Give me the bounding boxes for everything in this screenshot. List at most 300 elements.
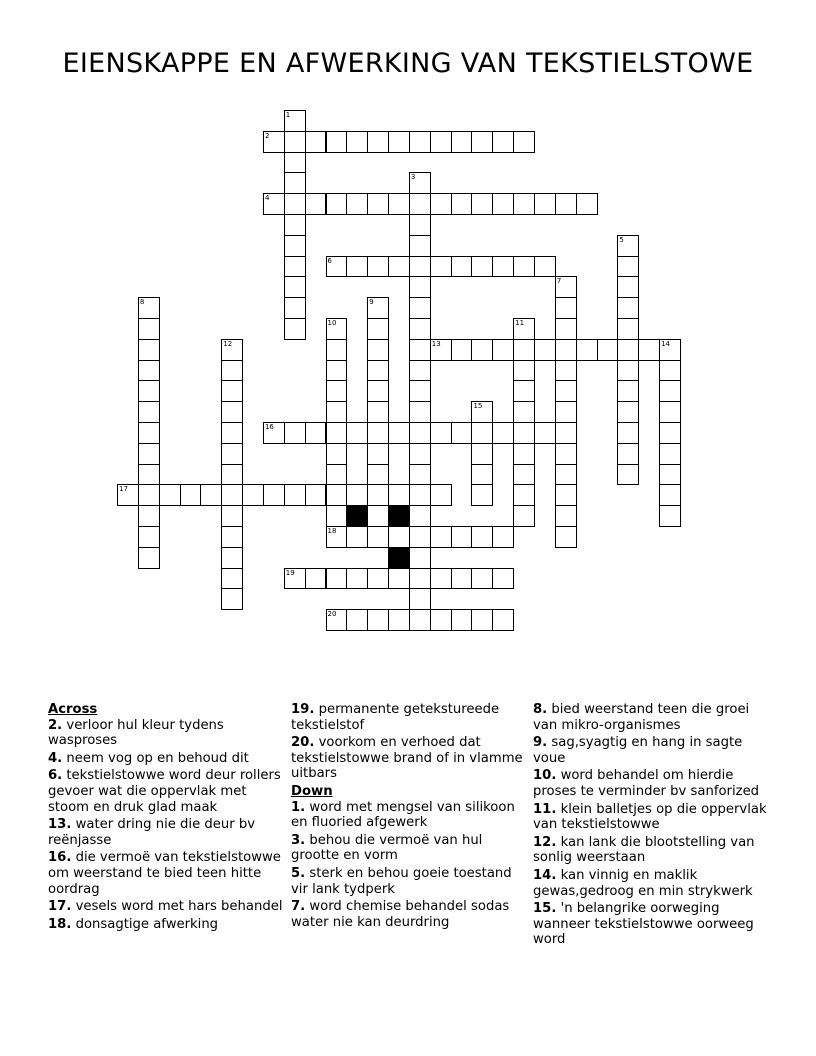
grid-cell[interactable]: [409, 297, 431, 319]
grid-cell[interactable]: [513, 360, 535, 382]
clue-text: sterk en behou goeie toestand vir lank tydperk: [291, 865, 512, 897]
grid-cell[interactable]: [284, 484, 306, 506]
grid-cell[interactable]: [409, 422, 431, 444]
clue-item: [48, 817, 284, 848]
clue-text: bied weerstand teen die groei van mikro-organismes: [533, 702, 750, 733]
grid-cell[interactable]: [555, 505, 577, 527]
clue-label: 20.: [291, 735, 315, 751]
grid-cell[interactable]: [409, 318, 431, 340]
grid-cell[interactable]: [513, 256, 535, 278]
grid-cell[interactable]: [326, 609, 348, 631]
grid-cell[interactable]: [221, 360, 243, 382]
clue-label: 15.: [533, 901, 557, 917]
clue-item: [533, 868, 769, 899]
clue-label: 19.: [291, 702, 315, 717]
clue-label: 7.: [291, 899, 306, 915]
grid-cell[interactable]: [451, 339, 473, 361]
grid-cell[interactable]: [471, 339, 493, 361]
clue-item: [533, 835, 769, 866]
clue-number: 20: [327, 610, 337, 619]
clue-text: water dring nie die deur bv reënjasse: [48, 817, 256, 848]
grid-cell[interactable]: [555, 276, 577, 298]
grid-cell[interactable]: [409, 443, 431, 465]
grid-cell[interactable]: [388, 256, 410, 278]
grid-cell[interactable]: [617, 422, 639, 444]
clue-label: 8.: [533, 702, 548, 717]
clue-item: [533, 802, 769, 833]
grid-cell[interactable]: [367, 297, 389, 319]
black-cell: [388, 547, 410, 569]
grid-cell[interactable]: [326, 339, 348, 361]
grid-cell[interactable]: [534, 422, 556, 444]
clue-text: klein balletjes op die oppervlak van tekstielstowwe: [533, 801, 767, 833]
grid-cell[interactable]: [451, 568, 473, 590]
grid-cell[interactable]: [513, 484, 535, 506]
grid-cell[interactable]: [221, 505, 243, 527]
clue-number: 19: [285, 568, 295, 577]
grid-cell[interactable]: [555, 526, 577, 548]
grid-cell[interactable]: [513, 422, 535, 444]
grid-cell[interactable]: [451, 256, 473, 278]
grid-cell[interactable]: [367, 443, 389, 465]
grid-cell[interactable]: [555, 193, 577, 215]
grid-cell[interactable]: [513, 401, 535, 423]
grid-cell[interactable]: [388, 484, 410, 506]
grid-cell[interactable]: [284, 235, 306, 257]
grid-cell[interactable]: [409, 547, 431, 569]
grid-cell[interactable]: [346, 193, 368, 215]
grid-cell[interactable]: [492, 526, 514, 548]
grid-cell[interactable]: [326, 380, 348, 402]
grid-cell[interactable]: [284, 110, 306, 132]
grid-cell[interactable]: [346, 131, 368, 153]
grid-cell[interactable]: [326, 505, 348, 527]
grid-cell[interactable]: [617, 276, 639, 298]
grid-cell[interactable]: [138, 318, 160, 340]
grid-cell[interactable]: [346, 609, 368, 631]
grid-cell[interactable]: [305, 131, 327, 153]
grid-cell[interactable]: [367, 339, 389, 361]
grid-cell[interactable]: [555, 401, 577, 423]
grid-cell[interactable]: [305, 422, 327, 444]
clue-label: 2.: [48, 717, 63, 733]
clue-number: 9: [369, 298, 374, 307]
grid-cell[interactable]: [492, 422, 514, 444]
grid-cell[interactable]: [555, 464, 577, 486]
across-heading: Across: [48, 702, 98, 717]
grid-cell[interactable]: [451, 609, 473, 631]
grid-cell[interactable]: [555, 339, 577, 361]
clue-text: verloor hul kleur tydens wasproses: [48, 717, 224, 749]
grid-cell[interactable]: [221, 568, 243, 590]
clue-item: [48, 751, 284, 767]
grid-cell[interactable]: [388, 568, 410, 590]
grid-cell[interactable]: [138, 422, 160, 444]
grid-cell[interactable]: [409, 401, 431, 423]
grid-cell[interactable]: [409, 235, 431, 257]
grid-cell[interactable]: [388, 193, 410, 215]
grid-cell[interactable]: [617, 380, 639, 402]
clue-label: 12.: [533, 834, 557, 850]
clue-text: voorkom en verhoed dat tekstielstowwe brand of in vlamme uitbars: [291, 735, 523, 782]
clue-label: 10.: [533, 768, 557, 784]
clue-text: word behandel om hierdie proses te verminder bv sanforized: [533, 768, 760, 799]
grid-cell[interactable]: [284, 568, 306, 590]
grid-cell[interactable]: [430, 131, 452, 153]
clue-item: [291, 833, 527, 864]
grid-cell[interactable]: [451, 422, 473, 444]
grid-cell[interactable]: [180, 484, 202, 506]
clue-label: 5.: [291, 865, 306, 881]
grid-cell[interactable]: [576, 193, 598, 215]
grid-cell[interactable]: [430, 193, 452, 215]
clue-label: 1.: [291, 799, 306, 815]
grid-cell[interactable]: [388, 131, 410, 153]
grid-cell[interactable]: [513, 443, 535, 465]
grid-cell[interactable]: [409, 214, 431, 236]
grid-cell[interactable]: [367, 484, 389, 506]
grid-cell[interactable]: [617, 297, 639, 319]
grid-cell[interactable]: [221, 484, 243, 506]
grid-cell[interactable]: [367, 380, 389, 402]
clue-number: 15: [473, 402, 483, 411]
clue-label: 4.: [48, 750, 63, 766]
grid-cell[interactable]: [513, 505, 535, 527]
grid-cell[interactable]: [346, 526, 368, 548]
grid-cell[interactable]: [513, 318, 535, 340]
grid-cell[interactable]: [617, 464, 639, 486]
grid-cell[interactable]: [346, 568, 368, 590]
grid-cell[interactable]: [659, 401, 681, 423]
grid-cell[interactable]: [409, 484, 431, 506]
grid-cell[interactable]: [284, 193, 306, 215]
clue-label: 16.: [48, 850, 72, 866]
grid-cell[interactable]: [367, 609, 389, 631]
grid-cell[interactable]: [138, 401, 160, 423]
clue-text: word met mengsel van silikoon en fluoried afgewerk: [291, 799, 515, 831]
grid-cell[interactable]: [138, 464, 160, 486]
clue-number: 6: [327, 256, 332, 265]
grid-cell[interactable]: [367, 464, 389, 486]
grid-cell[interactable]: [492, 339, 514, 361]
grid-cell[interactable]: [659, 339, 681, 361]
grid-cell[interactable]: [367, 256, 389, 278]
grid-cell[interactable]: [326, 256, 348, 278]
grid-cell[interactable]: [513, 380, 535, 402]
clue-text: vesels word met hars behandel: [75, 899, 283, 915]
clue-number: 11: [515, 319, 525, 327]
grid-cell[interactable]: [367, 401, 389, 423]
grid-cell[interactable]: [409, 256, 431, 278]
clue-number: 3: [410, 173, 416, 182]
grid-cell[interactable]: [326, 443, 348, 465]
clue-column-3: [533, 702, 769, 950]
grid-cell[interactable]: [367, 318, 389, 340]
grid-cell[interactable]: [263, 193, 285, 215]
clue-item: [533, 702, 769, 733]
grid-cell[interactable]: [409, 380, 431, 402]
grid-cell[interactable]: [263, 484, 285, 506]
grid-cell[interactable]: [388, 422, 410, 444]
clue-number: 7: [556, 277, 562, 286]
grid-cell[interactable]: [200, 484, 222, 506]
grid-cell[interactable]: [367, 526, 389, 548]
grid-cell[interactable]: [471, 401, 493, 423]
grid-cell[interactable]: [138, 380, 160, 402]
clue-label: 18.: [48, 916, 72, 932]
grid-cell[interactable]: [430, 256, 452, 278]
grid-cell[interactable]: [617, 401, 639, 423]
grid-cell[interactable]: [471, 193, 493, 215]
grid-cell[interactable]: [430, 484, 452, 506]
grid-cell[interactable]: [492, 568, 514, 590]
clue-label: 11.: [533, 801, 557, 817]
clue-item: [291, 866, 527, 897]
grid-cell[interactable]: [430, 422, 452, 444]
grid-cell[interactable]: [367, 505, 389, 527]
clue-number: 2: [264, 131, 270, 140]
clue-text: neem vog op en behoud dit: [66, 750, 249, 766]
grid-cell[interactable]: [471, 609, 493, 631]
grid-cell[interactable]: [409, 588, 431, 610]
clue-number: 4: [264, 194, 270, 203]
grid-cell[interactable]: [409, 131, 431, 153]
grid-cell[interactable]: [513, 131, 535, 153]
grid-cell[interactable]: [617, 443, 639, 465]
grid-cell[interactable]: [534, 256, 556, 278]
grid-cell[interactable]: [409, 360, 431, 382]
grid-cell[interactable]: [138, 505, 160, 527]
clue-label: 3.: [291, 832, 306, 848]
clue-item: [48, 718, 284, 749]
grid-cell[interactable]: [492, 193, 514, 215]
grid-cell[interactable]: [284, 152, 306, 174]
grid-cell[interactable]: [451, 131, 473, 153]
grid-cell[interactable]: [617, 235, 639, 257]
grid-cell[interactable]: [638, 339, 660, 361]
grid-cell[interactable]: [513, 464, 535, 486]
grid-cell[interactable]: [221, 401, 243, 423]
grid-cell[interactable]: [326, 131, 348, 153]
clue-number: 5: [619, 235, 624, 244]
grid-cell[interactable]: [555, 443, 577, 465]
clue-text: sag,syagtig en hang in sagte voue: [533, 735, 743, 766]
grid-cell[interactable]: [659, 380, 681, 402]
clue-text: word chemise behandel sodas water nie kan deurdring: [291, 899, 510, 930]
grid-cell[interactable]: [346, 484, 368, 506]
grid-cell[interactable]: [659, 464, 681, 486]
grid-cell[interactable]: [138, 526, 160, 548]
grid-cell[interactable]: [305, 568, 327, 590]
clue-column-1: [48, 702, 284, 934]
clue-item: [291, 702, 527, 733]
grid-cell[interactable]: [284, 172, 306, 194]
grid-cell[interactable]: [409, 609, 431, 631]
clue-text: kan vinnig en maklik gewas,gedroog en min strykwerk: [533, 867, 753, 899]
grid-cell[interactable]: [326, 464, 348, 486]
clue-label: 17.: [48, 899, 72, 915]
grid-cell[interactable]: [659, 360, 681, 382]
grid-cell[interactable]: [409, 172, 431, 194]
grid-cell[interactable]: [409, 568, 431, 590]
grid-cell[interactable]: [492, 609, 514, 631]
grid-cell[interactable]: [617, 339, 639, 361]
clue-item: [48, 850, 284, 897]
grid-cell[interactable]: [221, 526, 243, 548]
grid-cell[interactable]: [138, 547, 160, 569]
clue-text: donsagtige afwerking: [75, 916, 219, 932]
grid-cell[interactable]: [555, 318, 577, 340]
grid-cell[interactable]: [284, 318, 306, 340]
clue-item: [48, 768, 284, 815]
grid-cell[interactable]: [430, 568, 452, 590]
clue-label: 6.: [48, 768, 63, 784]
grid-cell[interactable]: [471, 422, 493, 444]
grid-cell[interactable]: [305, 484, 327, 506]
grid-cell[interactable]: [534, 193, 556, 215]
grid-cell[interactable]: [513, 339, 535, 361]
grid-cell[interactable]: [138, 297, 160, 319]
grid-cell[interactable]: [326, 360, 348, 382]
grid-cell[interactable]: [388, 609, 410, 631]
grid-cell[interactable]: [221, 339, 243, 361]
grid-cell[interactable]: [617, 318, 639, 340]
grid-cell[interactable]: [284, 214, 306, 236]
clue-number: 16: [264, 423, 274, 431]
black-cell: [346, 505, 368, 527]
grid-cell[interactable]: [659, 484, 681, 506]
grid-cell[interactable]: [242, 484, 264, 506]
grid-cell[interactable]: [555, 360, 577, 382]
grid-cell[interactable]: [430, 526, 452, 548]
clue-item: [48, 917, 284, 933]
grid-cell[interactable]: [263, 422, 285, 444]
grid-cell[interactable]: [659, 422, 681, 444]
grid-cell[interactable]: [367, 422, 389, 444]
grid-cell[interactable]: [221, 547, 243, 569]
grid-cell[interactable]: [471, 526, 493, 548]
clue-item: [291, 800, 527, 831]
clue-label: 9.: [533, 735, 548, 751]
grid-cell[interactable]: [367, 193, 389, 215]
grid-cell[interactable]: [513, 193, 535, 215]
grid-cell[interactable]: [471, 443, 493, 465]
grid-cell[interactable]: [471, 256, 493, 278]
grid-cell[interactable]: [284, 131, 306, 153]
grid-cell[interactable]: [617, 360, 639, 382]
grid-cell[interactable]: [555, 380, 577, 402]
grid-cell[interactable]: [409, 505, 431, 527]
grid-cell[interactable]: [346, 422, 368, 444]
grid-cell[interactable]: [388, 526, 410, 548]
grid-cell[interactable]: [367, 131, 389, 153]
grid-cell[interactable]: [284, 422, 306, 444]
grid-cell[interactable]: [159, 484, 181, 506]
grid-cell[interactable]: [326, 526, 348, 548]
grid-cell[interactable]: [534, 339, 556, 361]
grid-cell[interactable]: [284, 297, 306, 319]
grid-cell[interactable]: [138, 339, 160, 361]
clue-item: [533, 901, 769, 948]
grid-cell[interactable]: [367, 568, 389, 590]
grid-cell[interactable]: [555, 422, 577, 444]
clue-number: 18: [327, 527, 337, 535]
clue-number: 1: [285, 111, 291, 119]
grid-cell[interactable]: [326, 318, 348, 340]
down-heading: Down: [291, 783, 333, 799]
grid-cell[interactable]: [326, 193, 348, 215]
grid-cell[interactable]: [471, 464, 493, 486]
grid-cell[interactable]: [555, 297, 577, 319]
grid-cell[interactable]: [409, 193, 431, 215]
grid-cell[interactable]: [221, 464, 243, 486]
grid-cell[interactable]: [409, 526, 431, 548]
grid-cell[interactable]: [659, 443, 681, 465]
grid-cell[interactable]: [430, 339, 452, 361]
grid-cell[interactable]: [492, 131, 514, 153]
clue-item: [48, 899, 284, 915]
grid-cell[interactable]: [326, 401, 348, 423]
clue-item: [533, 768, 769, 799]
grid-cell[interactable]: [326, 484, 348, 506]
clue-number: 8: [139, 298, 145, 307]
grid-cell[interactable]: [451, 526, 473, 548]
grid-cell[interactable]: [263, 131, 285, 153]
grid-cell[interactable]: [138, 443, 160, 465]
grid-cell[interactable]: [409, 276, 431, 298]
grid-cell[interactable]: [471, 568, 493, 590]
clue-text: permanente getekstureede tekstielstof: [291, 702, 500, 733]
black-cell: [388, 505, 410, 527]
grid-cell[interactable]: [617, 256, 639, 278]
grid-cell[interactable]: [326, 422, 348, 444]
grid-cell[interactable]: [221, 588, 243, 610]
grid-cell[interactable]: [117, 484, 139, 506]
grid-cell[interactable]: [430, 609, 452, 631]
grid-cell[interactable]: [221, 422, 243, 444]
clue-number: 17: [119, 485, 128, 494]
clue-text: die vermoë van tekstielstowwe om weerstand te bied teen hitte oordrag: [48, 850, 281, 897]
grid-cell[interactable]: [409, 339, 431, 361]
grid-cell[interactable]: [305, 193, 327, 215]
grid-cell[interactable]: [597, 339, 619, 361]
grid-cell[interactable]: [346, 256, 368, 278]
grid-cell[interactable]: [555, 484, 577, 506]
clue-text: 'n belangrike oorweging wanneer tekstielstowwe oorweeg word: [533, 901, 754, 948]
grid-cell[interactable]: [138, 484, 160, 506]
grid-cell[interactable]: [471, 131, 493, 153]
clue-column-2: [291, 702, 527, 932]
clue-item: [291, 735, 527, 782]
clue-label: 13.: [48, 817, 72, 833]
grid-cell[interactable]: [409, 464, 431, 486]
grid-cell[interactable]: [326, 568, 348, 590]
grid-cell[interactable]: [221, 380, 243, 402]
clue-number: 14: [661, 339, 671, 348]
clue-item: [291, 899, 527, 930]
grid-cell[interactable]: [576, 339, 598, 361]
clue-number: 10: [327, 319, 337, 327]
grid-cell[interactable]: [284, 256, 306, 278]
grid-cell[interactable]: [138, 360, 160, 382]
grid-cell[interactable]: [659, 505, 681, 527]
grid-cell[interactable]: [367, 360, 389, 382]
grid-cell[interactable]: [221, 443, 243, 465]
grid-cell[interactable]: [451, 193, 473, 215]
grid-cell[interactable]: [471, 484, 493, 506]
grid-cell[interactable]: [492, 256, 514, 278]
grid-cell[interactable]: [284, 276, 306, 298]
